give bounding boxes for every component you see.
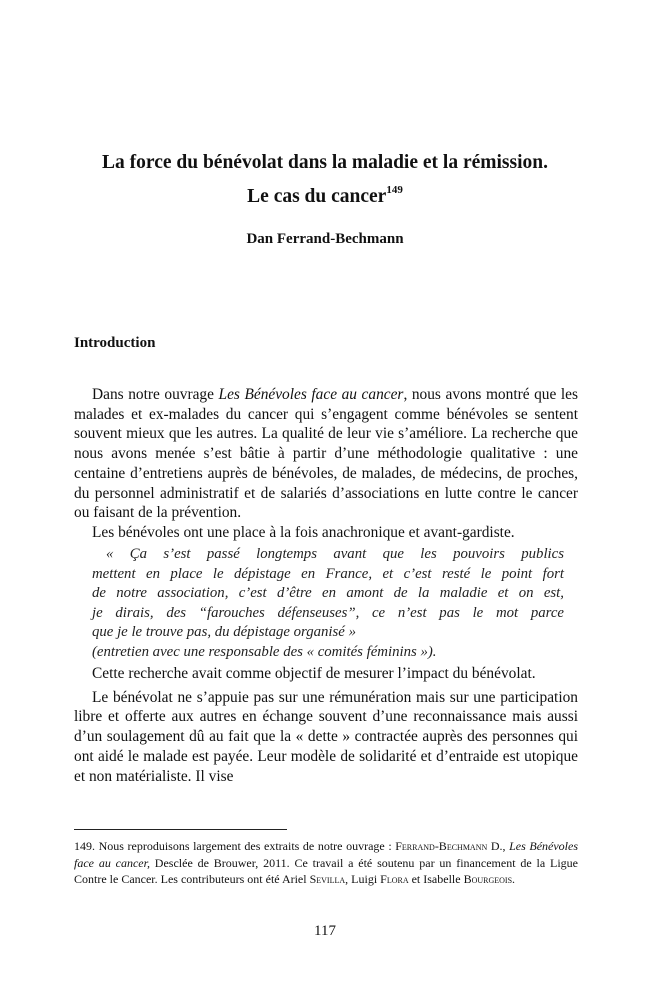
block-quote xyxy=(92,545,564,663)
book-title: Les Bénévoles face au cancer xyxy=(218,386,404,403)
section-heading: Introduction xyxy=(74,335,156,351)
footnote-reference[interactable]: 149 xyxy=(386,183,403,196)
author-name: Dan Ferrand-Bechmann xyxy=(246,231,404,247)
chapter-title-line-1: La force du bénévolat dans la maladie et la rémission. xyxy=(102,152,548,173)
footnote-number: 149. xyxy=(74,839,95,853)
footnote-book-title: Les Bénévoles face au cancer, xyxy=(74,839,579,870)
quote-line: de notre association, c’est d’être en amont de la maladie et on est, xyxy=(92,585,564,602)
quote-line: « Ça s’est passé longtemps avant que les pouvoirs publics xyxy=(106,546,564,562)
footnote: 149. Nous reproduisons largement des extraits de notre ouvrage : Ferrand-Bechmann D., Les Bénévoles face au cancer, Desclée de Brouwer, 2011. Ce travail a été soutenu par un financement de la Ligue Contre le Cancer. Les contributeurs ont été Ariel Sevilla, Luigi Flora et Isabelle Bourgeois. xyxy=(74,839,579,887)
quote-line: que je le trouve pas, du dépistage organisé » xyxy=(92,624,356,641)
paragraph-2: Les bénévoles ont une place à la fois anachronique et avant-gardiste. xyxy=(92,523,515,541)
quote-attribution: (entretien avec une responsable des « comités féminins »). xyxy=(92,643,437,660)
quote-line: mettent en place le dépistage en France, et c’est resté le point fort xyxy=(92,565,564,582)
paragraph-3: Cette recherche avait comme objectif de mesurer l’impact du bénévolat. xyxy=(92,665,536,682)
chapter-title-line-2 xyxy=(0,184,650,210)
chapter-subtitle: Le cas du cancer xyxy=(247,186,387,207)
body-block-1 xyxy=(74,385,578,543)
body-block-2 xyxy=(74,664,578,786)
footnote-divider xyxy=(74,829,287,830)
quote-line: je dirais, des “farouches défenseuses”, ce n’est pas le mot parce xyxy=(92,604,564,621)
paragraph-4: Le bénévolat ne s’appuie pas sur une rémunération mais sur une participation libre et offerte aux autres en échange souvent d’une reconnaissance mais aussi d’un soulagement dû au fait que la « dette » contractée auprès des personnes qui ont aidé le malade est payée. Leur modèle de solidarité et d’entraide est utopique et non matérialiste. Il vise xyxy=(74,688,578,785)
page-number: 117 xyxy=(314,923,336,939)
paragraph-1: Dans notre ouvrage Les Bénévoles face au cancer, nous avons montré que les malades et ex-malades du cancer qui s’engagent comme bénévoles se sentent souvent mieux que les autres. La qualité de leur vie s’améliore. La recherche que nous avons menée s’est bâtie à partir d’une méthodologie qualitative : une centaine d’entretiens auprès de bénévoles, de malades, de médecins, de proches, du personnel administratif et de salariés d’associations en lutte contre le cancer ou faisant de la prévention. xyxy=(74,386,578,522)
